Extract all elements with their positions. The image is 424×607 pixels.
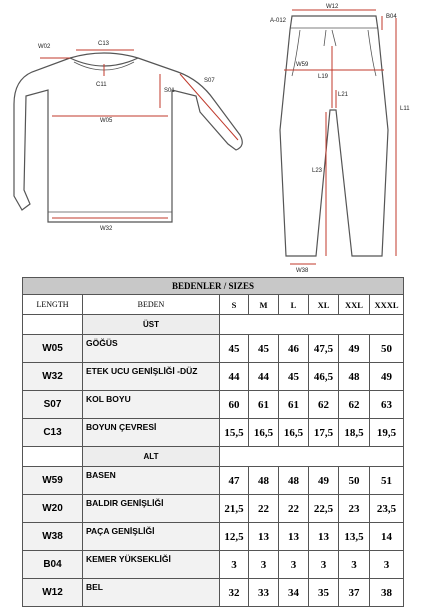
measure-name: ETEK UCU GENİŞLİĞİ -DÜZ [83,363,220,391]
measure-code: W20 [23,495,83,523]
table-row [23,419,404,447]
size-value: 13 [309,523,339,551]
label-l19: L19 [318,74,329,80]
measure-code: C13 [23,419,83,447]
size-value: 32 [220,579,249,607]
measure-name: BOYUN ÇEVRESİ [83,419,220,447]
size-value: 48 [279,467,309,495]
size-value: 3 [249,551,279,579]
header-size: M [249,295,279,315]
header-size: L [279,295,309,315]
measure-code: W32 [23,363,83,391]
size-value: 51 [370,467,404,495]
pants-labels [270,4,410,274]
label-s07: S07 [204,78,215,84]
size-value: 62 [309,391,339,419]
size-value: 13 [249,523,279,551]
measure-code: W59 [23,467,83,495]
sweatshirt-measure-lines [40,50,238,218]
size-value: 45 [220,335,249,363]
header-length: LENGTH [23,295,83,315]
measure-name: GÖĞÜS [83,335,220,363]
measure-code: W12 [23,579,83,607]
size-value: 16,5 [249,419,279,447]
size-value: 38 [370,579,404,607]
size-value: 12,5 [220,523,249,551]
size-value: 50 [339,467,370,495]
size-value: 3 [370,551,404,579]
label-c13: C13 [98,41,110,47]
size-value: 3 [220,551,249,579]
size-value: 23 [339,495,370,523]
size-value: 3 [309,551,339,579]
size-value: 62 [339,391,370,419]
label-l23: L23 [312,168,323,174]
size-value: 47 [220,467,249,495]
size-value: 61 [279,391,309,419]
size-value: 48 [249,467,279,495]
size-value: 60 [220,391,249,419]
size-value: 21,5 [220,495,249,523]
section-spacer [23,447,83,467]
label-a012: A-012 [270,18,287,24]
label-w38: W38 [296,268,309,274]
measure-name: BEL [83,579,220,607]
size-chart-table [22,277,404,607]
size-value: 35 [309,579,339,607]
section-label-bottom: ALT [83,447,220,467]
table-row [23,495,404,523]
size-value: 22 [279,495,309,523]
size-value: 22 [249,495,279,523]
size-value: 34 [279,579,309,607]
measure-name: BASEN [83,467,220,495]
label-b04: B04 [386,14,397,20]
label-w59: W59 [296,62,309,68]
size-value: 14 [370,523,404,551]
table-row [23,551,404,579]
size-value: 63 [370,391,404,419]
header-size: XXL [339,295,370,315]
size-value: 48 [339,363,370,391]
measure-code: B04 [23,551,83,579]
size-value: 19,5 [370,419,404,447]
size-value: 46,5 [309,363,339,391]
table-row [23,579,404,607]
sweatshirt-labels [38,41,215,232]
section-spacer [220,447,404,467]
section-label-top: ÜST [83,315,220,335]
size-value: 16,5 [279,419,309,447]
table-row [23,335,404,363]
measure-name: KEMER YÜKSEKLİĞİ [83,551,220,579]
top-rows [23,335,404,447]
measure-code: W38 [23,523,83,551]
size-value: 37 [339,579,370,607]
section-row-top [23,315,404,335]
section-spacer [23,315,83,335]
table-row [23,363,404,391]
section-spacer [220,315,404,335]
table-row [23,467,404,495]
label-c11: C11 [96,82,107,88]
pants-sketch [280,16,388,256]
size-value: 49 [370,363,404,391]
size-value: 49 [309,467,339,495]
section-row-bottom [23,447,404,467]
size-value: 22,5 [309,495,339,523]
size-value: 46 [279,335,309,363]
label-w32: W32 [100,226,113,232]
label-s01: S01 [164,88,175,94]
size-value: 23,5 [370,495,404,523]
label-w05: W05 [100,118,113,124]
label-l11: L11 [400,106,410,112]
label-w02: W02 [38,44,51,50]
header-size: XL [309,295,339,315]
pants-measure-lines [284,10,396,264]
table-row [23,523,404,551]
table-header-row [23,295,404,315]
size-value: 3 [339,551,370,579]
size-value: 3 [279,551,309,579]
size-value: 44 [249,363,279,391]
size-value: 15,5 [220,419,249,447]
bottom-rows [23,467,404,607]
measure-code: S07 [23,391,83,419]
label-w12: W12 [326,4,339,10]
header-size: XXXL [370,295,404,315]
size-value: 45 [249,335,279,363]
garment-measurement-diagram [0,0,424,276]
size-value: 44 [220,363,249,391]
table-row [23,391,404,419]
size-value: 13,5 [339,523,370,551]
size-value: 61 [249,391,279,419]
label-l21: L21 [338,92,349,98]
header-beden: BEDEN [83,295,220,315]
measure-code: W05 [23,335,83,363]
size-value: 18,5 [339,419,370,447]
size-value: 47,5 [309,335,339,363]
measure-name: KOL BOYU [83,391,220,419]
table-title: BEDENLER / SIZES [23,278,404,295]
header-size: S [220,295,249,315]
size-value: 33 [249,579,279,607]
size-value: 17,5 [309,419,339,447]
measure-name: PAÇA GENİŞLİĞİ [83,523,220,551]
size-value: 13 [279,523,309,551]
size-value: 49 [339,335,370,363]
size-value: 45 [279,363,309,391]
size-value: 50 [370,335,404,363]
measure-name: BALDIR GENİŞLİĞİ [83,495,220,523]
